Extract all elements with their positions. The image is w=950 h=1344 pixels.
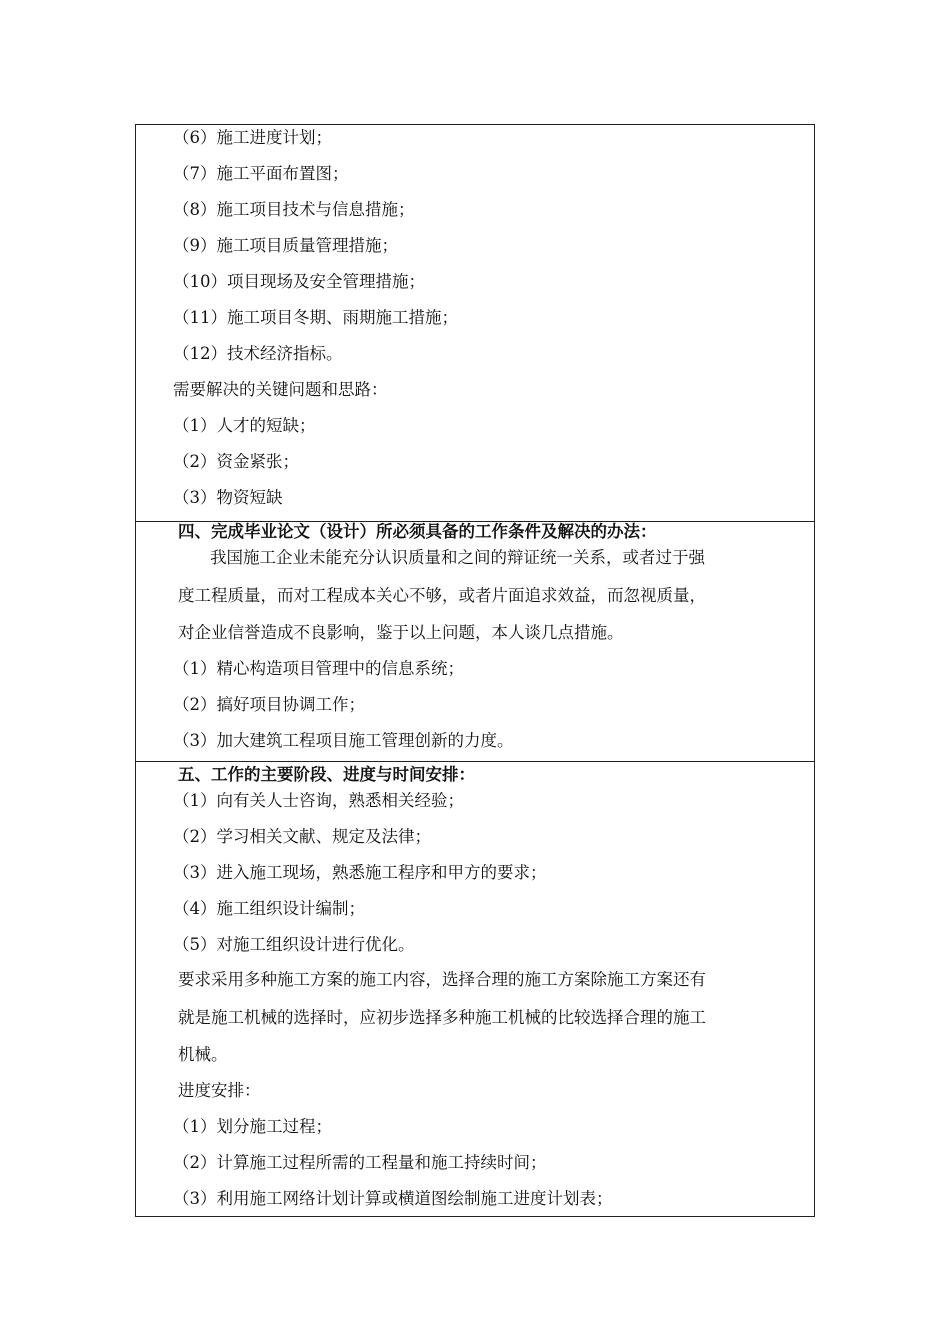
section-heading: 五、工作的主要阶段、进度与时间安排： <box>178 765 475 784</box>
section-heading: 四、完成毕业论文（设计）所必须具备的工作条件及解决的办法： <box>178 522 657 541</box>
list-item: （3）加大建筑工程项目施工管理创新的力度。 <box>173 731 514 750</box>
paragraph-line: 要求采用多种施工方案的施工内容，选择合理的施工方案除施工方案还有 <box>178 970 706 989</box>
paragraph-line: 就是施工机械的选择时，应初步选择多种施工机械的比较选择合理的施工 <box>178 1008 706 1027</box>
list-item: （3）进入施工现场，熟悉施工程序和甲方的要求； <box>173 863 547 882</box>
list-item: （2）搞好项目协调工作； <box>173 695 365 714</box>
list-item: （10）项目现场及安全管理措施； <box>173 272 425 291</box>
list-item: （1）划分施工过程； <box>173 1117 332 1136</box>
paragraph-line: 我国施工企业未能充分认识质量和之间的辩证统一关系，或者过于强 <box>210 548 705 567</box>
list-item: （2）学习相关文献、规定及法律； <box>173 827 431 846</box>
list-item: （5）对施工组织设计进行优化。 <box>173 935 415 954</box>
list-item: （3）利用施工网络计划计算或横道图绘制施工进度计划表； <box>173 1189 613 1208</box>
list-item: （1）人才的短缺； <box>173 416 316 435</box>
paragraph-line: 度工程质量，而对工程成本关心不够，或者片面追求效益，而忽视质量， <box>178 586 706 605</box>
paragraph-line: 机械。 <box>178 1045 228 1064</box>
row-divider-section-five <box>136 761 814 762</box>
list-item: （1）向有关人士咨询，熟悉相关经验； <box>173 791 464 810</box>
list-item: （3）物资短缺 <box>173 488 283 507</box>
list-item: （11）施工项目冬期、雨期施工措施； <box>173 308 458 327</box>
list-item: （4）施工组织设计编制； <box>173 899 365 918</box>
list-item: （6）施工进度计划； <box>173 128 332 147</box>
schedule-label: 进度安排： <box>178 1081 261 1100</box>
list-item: （7）施工平面布置图； <box>173 164 349 183</box>
list-item: （9）施工项目质量管理措施； <box>173 236 398 255</box>
key-issues-label: 需要解决的关键问题和思路： <box>173 380 388 399</box>
list-item: （8）施工项目技术与信息措施； <box>173 200 415 219</box>
paragraph-line: 对企业信誉造成不良影响，鉴于以上问题，本人谈几点措施。 <box>178 623 624 642</box>
list-item: （1）精心构造项目管理中的信息系统； <box>173 659 464 678</box>
list-item: （12）技术经济指标。 <box>173 344 343 363</box>
list-item: （2）计算施工过程所需的工程量和施工持续时间； <box>173 1153 547 1172</box>
list-item: （2）资金紧张； <box>173 452 299 471</box>
